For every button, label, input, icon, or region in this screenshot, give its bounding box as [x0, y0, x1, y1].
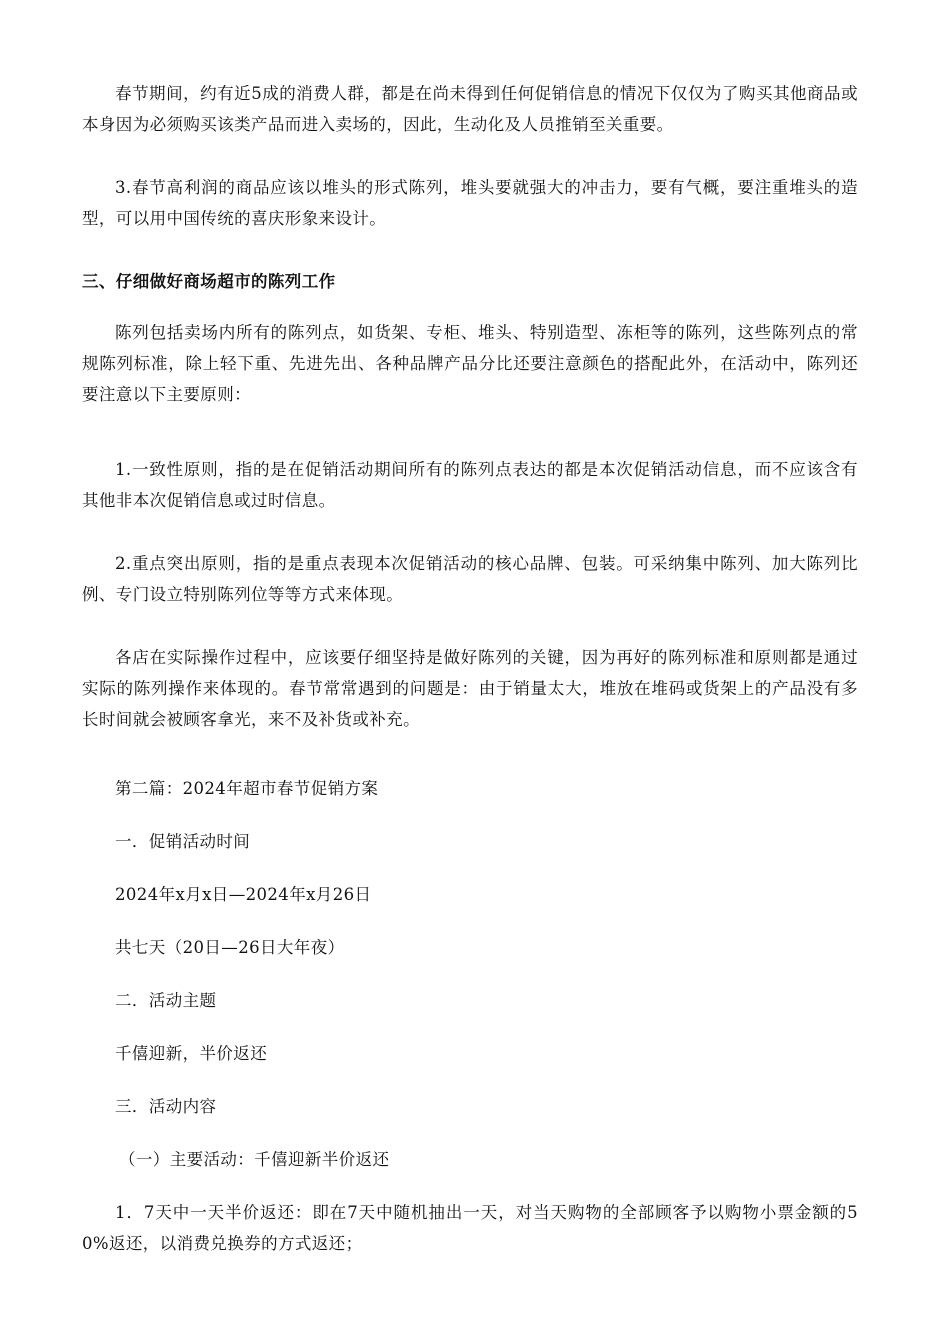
- paragraph-display-points: 陈列包括卖场内所有的陈列点，如货架、专柜、堆头、特别造型、冻柜等的陈列，这些陈列点的常规陈列标准，除上轻下重、先进先出、各种品牌产品分比还要注意颜色的搭配此外，在活动中，陈列还要注意以下主要原则：: [82, 323, 858, 404]
- section-heading-display-work: 三、仔细做好商场超市的陈列工作: [82, 272, 336, 291]
- paragraph-second-article-title: 第二篇：2024年超市春节促销方案: [115, 779, 379, 798]
- paragraph-theme-heading: 二．活动主题: [115, 991, 217, 1010]
- paragraph-content-heading: 三．活动内容: [115, 1097, 217, 1116]
- paragraph-theme-text: 千僖迎新，半价返还: [115, 1044, 268, 1063]
- paragraph-consumer-crowd: 春节期间，约有近5成的消费人群，都是在尚未得到任何促销信息的情况下仅仅为了购买其他商品或本身因为必须购买该类产品而进入卖场的，因此，生动化及人员推销至关重要。: [82, 84, 858, 134]
- paragraph-stack-display: 3.春节高利润的商品应该以堆头的形式陈列，堆头要就强大的冲击力，要有气概，要注重堆头的造型，可以用中国传统的喜庆形象来设计。: [82, 178, 858, 228]
- paragraph-store-operation: 各店在实际操作过程中，应该要仔细坚持是做好陈列的关键，因为再好的陈列标准和原则都是通过实际的陈列操作来体现的。春节常常遇到的问题是：由于销量太大，堆放在堆码或货架上的产品没有多长时间就会被顾客拿光，来不及补货或补充。: [82, 648, 858, 729]
- paragraph-main-activity: （一）主要活动：千僖迎新半价返还: [119, 1150, 390, 1169]
- paragraph-promotion-duration: 共七天（20日—26日大年夜）: [115, 938, 345, 957]
- paragraph-focus-principle: 2.重点突出原则，指的是重点表现本次促销活动的核心品牌、包装。可采纳集中陈列、加大陈列比例、专门设立特别陈列位等等方式来体现。: [82, 554, 858, 604]
- paragraph-promotion-date-range: 2024年x月x日—2024年x月26日: [115, 885, 372, 904]
- paragraph-half-price-return: 1．7天中一天半价返还：即在7天中随机抽出一天，对当天购物的全部顾客予以购物小票金额的50%返还，以消费兑换券的方式返还；: [82, 1203, 858, 1253]
- paragraph-consistency-principle: 1.一致性原则，指的是在促销活动期间所有的陈列点表达的都是本次促销活动信息，而不应该含有其他非本次促销信息或过时信息。: [82, 460, 858, 510]
- paragraph-promotion-time-heading: 一．促销活动时间: [115, 832, 251, 851]
